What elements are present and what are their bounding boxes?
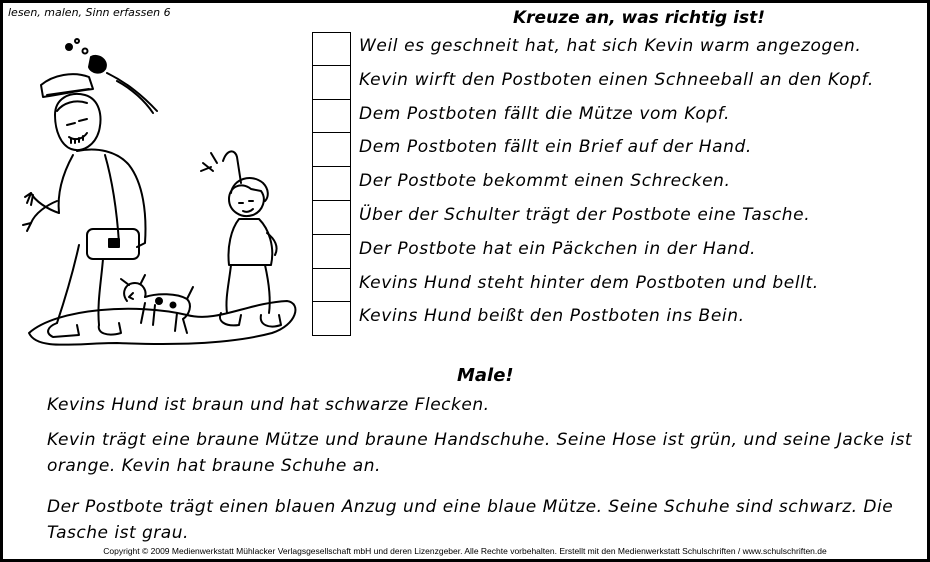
copyright-footer: Copyright © 2009 Medienwerkstatt Mühlacker Verlagsgesellschaft mbH und deren Lizenzgeber. Alle Rechte vorbehalten. Erstellt mit den Medienwerkstatt Schulschriften / www.schulschriften.de bbox=[103, 546, 827, 556]
checkbox[interactable] bbox=[312, 167, 351, 201]
checkbox[interactable] bbox=[312, 269, 351, 303]
coloring-title: Male! bbox=[457, 365, 514, 386]
statement-text: Kevins Hund steht hinter dem Postboten und bellt. bbox=[359, 272, 819, 293]
checkbox[interactable] bbox=[312, 133, 351, 167]
statement-text: Dem Postboten fällt ein Brief auf der Hand. bbox=[359, 137, 752, 158]
statement-text: Dem Postboten fällt die Mütze vom Kopf. bbox=[359, 103, 731, 124]
exercise-title: Kreuze an, was richtig ist! bbox=[513, 8, 765, 28]
coloring-instruction-dog: Kevins Hund ist braun und hat schwarze Flecken. bbox=[47, 395, 490, 415]
statement-text: Über der Schulter trägt der Postbote eine Tasche. bbox=[359, 204, 811, 225]
header-label: lesen, malen, Sinn erfassen 6 bbox=[8, 6, 171, 19]
statement-text: Der Postbote hat ein Päckchen in der Hand. bbox=[359, 238, 756, 259]
checkbox[interactable] bbox=[312, 302, 351, 336]
illustration-snowball-scene bbox=[17, 33, 307, 351]
checkbox[interactable] bbox=[312, 66, 351, 100]
coloring-instruction-postman: Der Postbote trägt einen blauen Anzug und eine blaue Mütze. Seine Schuhe sind schwarz. Die Tasche ist grau. bbox=[47, 497, 894, 543]
checkbox[interactable] bbox=[312, 100, 351, 134]
checkbox[interactable] bbox=[312, 201, 351, 235]
statement-text: Kevins Hund beißt den Postboten ins Bein. bbox=[359, 306, 745, 327]
checkbox[interactable] bbox=[312, 32, 351, 66]
statement-text: Der Postbote bekommt einen Schrecken. bbox=[359, 171, 731, 192]
checkbox[interactable] bbox=[312, 235, 351, 269]
statement-text: Kevin wirft den Postboten einen Schneeball an den Kopf. bbox=[359, 69, 874, 90]
statement-text: Weil es geschneit hat, hat sich Kevin warm angezogen. bbox=[359, 36, 862, 56]
coloring-instruction-kevin: Kevin trägt eine braune Mütze und braune Handschuhe. Seine Hose ist grün, und seine Jacke ist orange. Kevin hat braune Schuhe an. bbox=[47, 430, 913, 476]
